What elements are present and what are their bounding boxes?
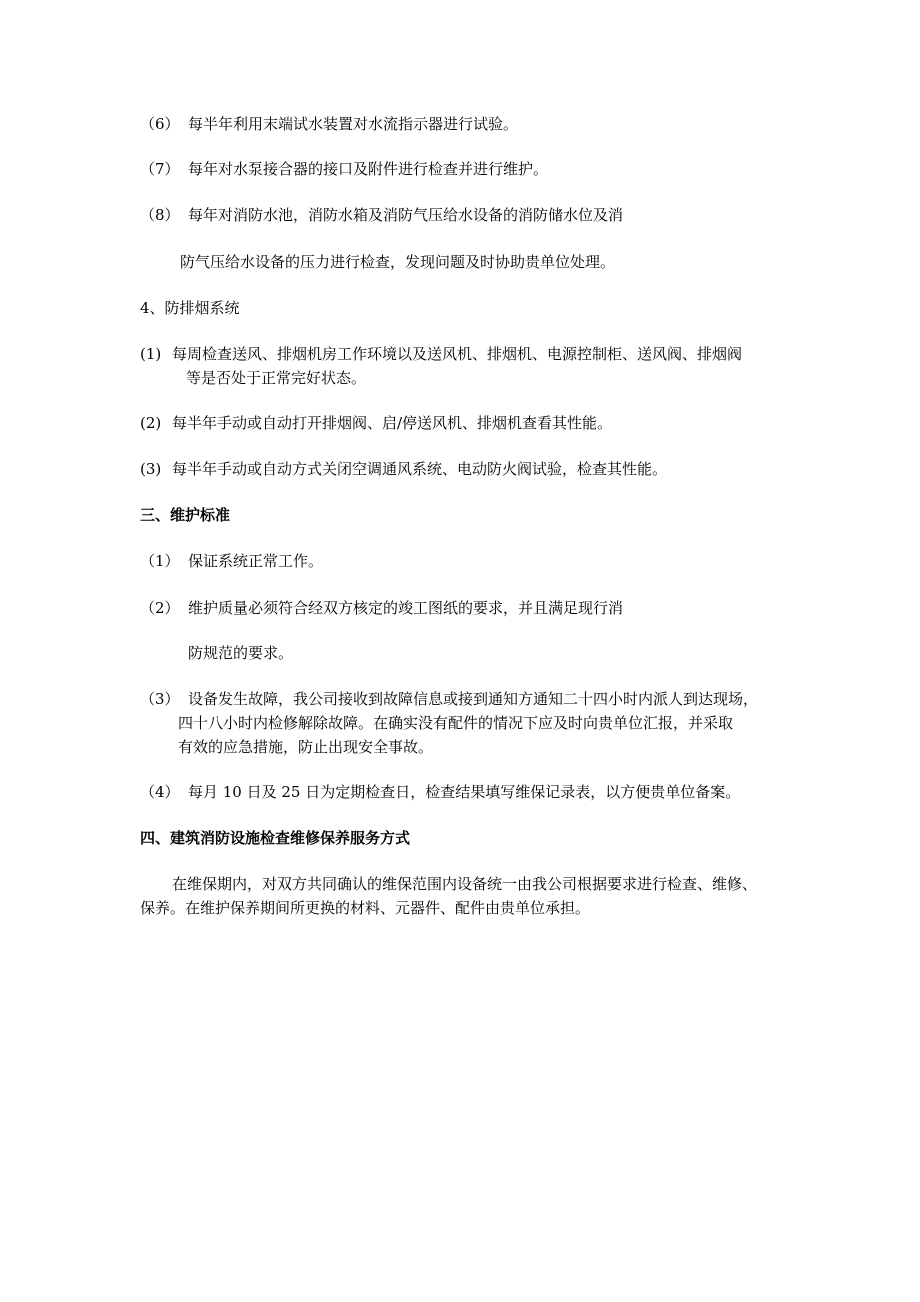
standard-item-3-continuation-1: 四十八小时内检修解除故障。在确实没有配件的情况下应及时向贵单位汇报，并采取 (178, 714, 734, 732)
smoke-item-1-continuation: 等是否处于正常完好状态。 (186, 369, 367, 387)
list-number: （8） (140, 206, 180, 224)
service-paragraph-line-1: 在维保期内，对双方共同确认的维保范围内设备统一由我公司根据要求进行检查、维修、 (172, 875, 758, 893)
list-number: (1) (140, 345, 162, 363)
standard-item-2 (140, 596, 623, 620)
list-text: 保证系统正常工作。 (188, 552, 324, 570)
list-item-8-continuation: 防气压给水设备的压力进行检查，发现问题及时协助贵单位处理。 (180, 253, 616, 271)
list-item-8 (140, 203, 623, 227)
list-number: （3） (140, 690, 180, 708)
standard-item-4 (140, 780, 740, 804)
smoke-item-1 (140, 342, 742, 366)
list-text: 每年对水泵接合器的接口及附件进行检查并进行维护。 (188, 160, 549, 178)
list-text: 每半年利用末端试水装置对水流指示器进行试验。 (188, 115, 519, 133)
standard-item-2-continuation: 防规范的要求。 (188, 644, 294, 662)
list-text: 设备发生故障，我公司接收到故障信息或接到通知方通知二十四小时内派人到达现场， (188, 690, 759, 708)
list-number: (2) (140, 414, 162, 432)
standard-item-3 (140, 687, 758, 711)
standard-item-3-continuation-2: 有效的应急措施，防止出现安全事故。 (178, 738, 434, 756)
list-text: 每半年手动或自动方式关闭空调通风系统、电动防火阀试验，检查其性能。 (172, 460, 668, 478)
standard-item-1 (140, 549, 323, 573)
list-number: （7） (140, 160, 180, 178)
list-number: （4） (140, 783, 180, 801)
service-paragraph-line-2: 保养。在维护保养期间所更换的材料、元器件、配件由贵单位承担。 (140, 899, 591, 917)
list-text: 每月 10 日及 25 日为定期检查日，检查结果填写维保记录表，以方便贵单位备案。 (188, 783, 741, 801)
section-heading-service-method: 四、建筑消防设施检查维修保养服务方式 (140, 829, 411, 847)
list-number: （1） (140, 552, 180, 570)
list-text: 维护质量必须符合经双方核定的竣工图纸的要求，并且满足现行消 (188, 599, 624, 617)
smoke-item-3 (140, 457, 667, 481)
list-item-7 (140, 157, 548, 181)
section-heading-maintenance-standard: 三、维护标准 (140, 506, 231, 524)
list-text: 每半年手动或自动打开排烟阀、启/停送风机、排烟机查看其性能。 (172, 414, 613, 432)
list-number: (3) (140, 460, 162, 478)
list-number: （6） (140, 115, 180, 133)
list-text: 每周检查送风、排烟机房工作环境以及送风机、排烟机、电源控制柜、送风阀、排烟阀 (172, 345, 743, 363)
subsection-title: 4、防排烟系统 (140, 299, 240, 317)
list-text: 每年对消防水池，消防水箱及消防气压给水设备的消防储水位及消 (188, 206, 624, 224)
list-number: （2） (140, 599, 180, 617)
smoke-item-2 (140, 411, 612, 435)
list-item-6 (140, 112, 518, 136)
